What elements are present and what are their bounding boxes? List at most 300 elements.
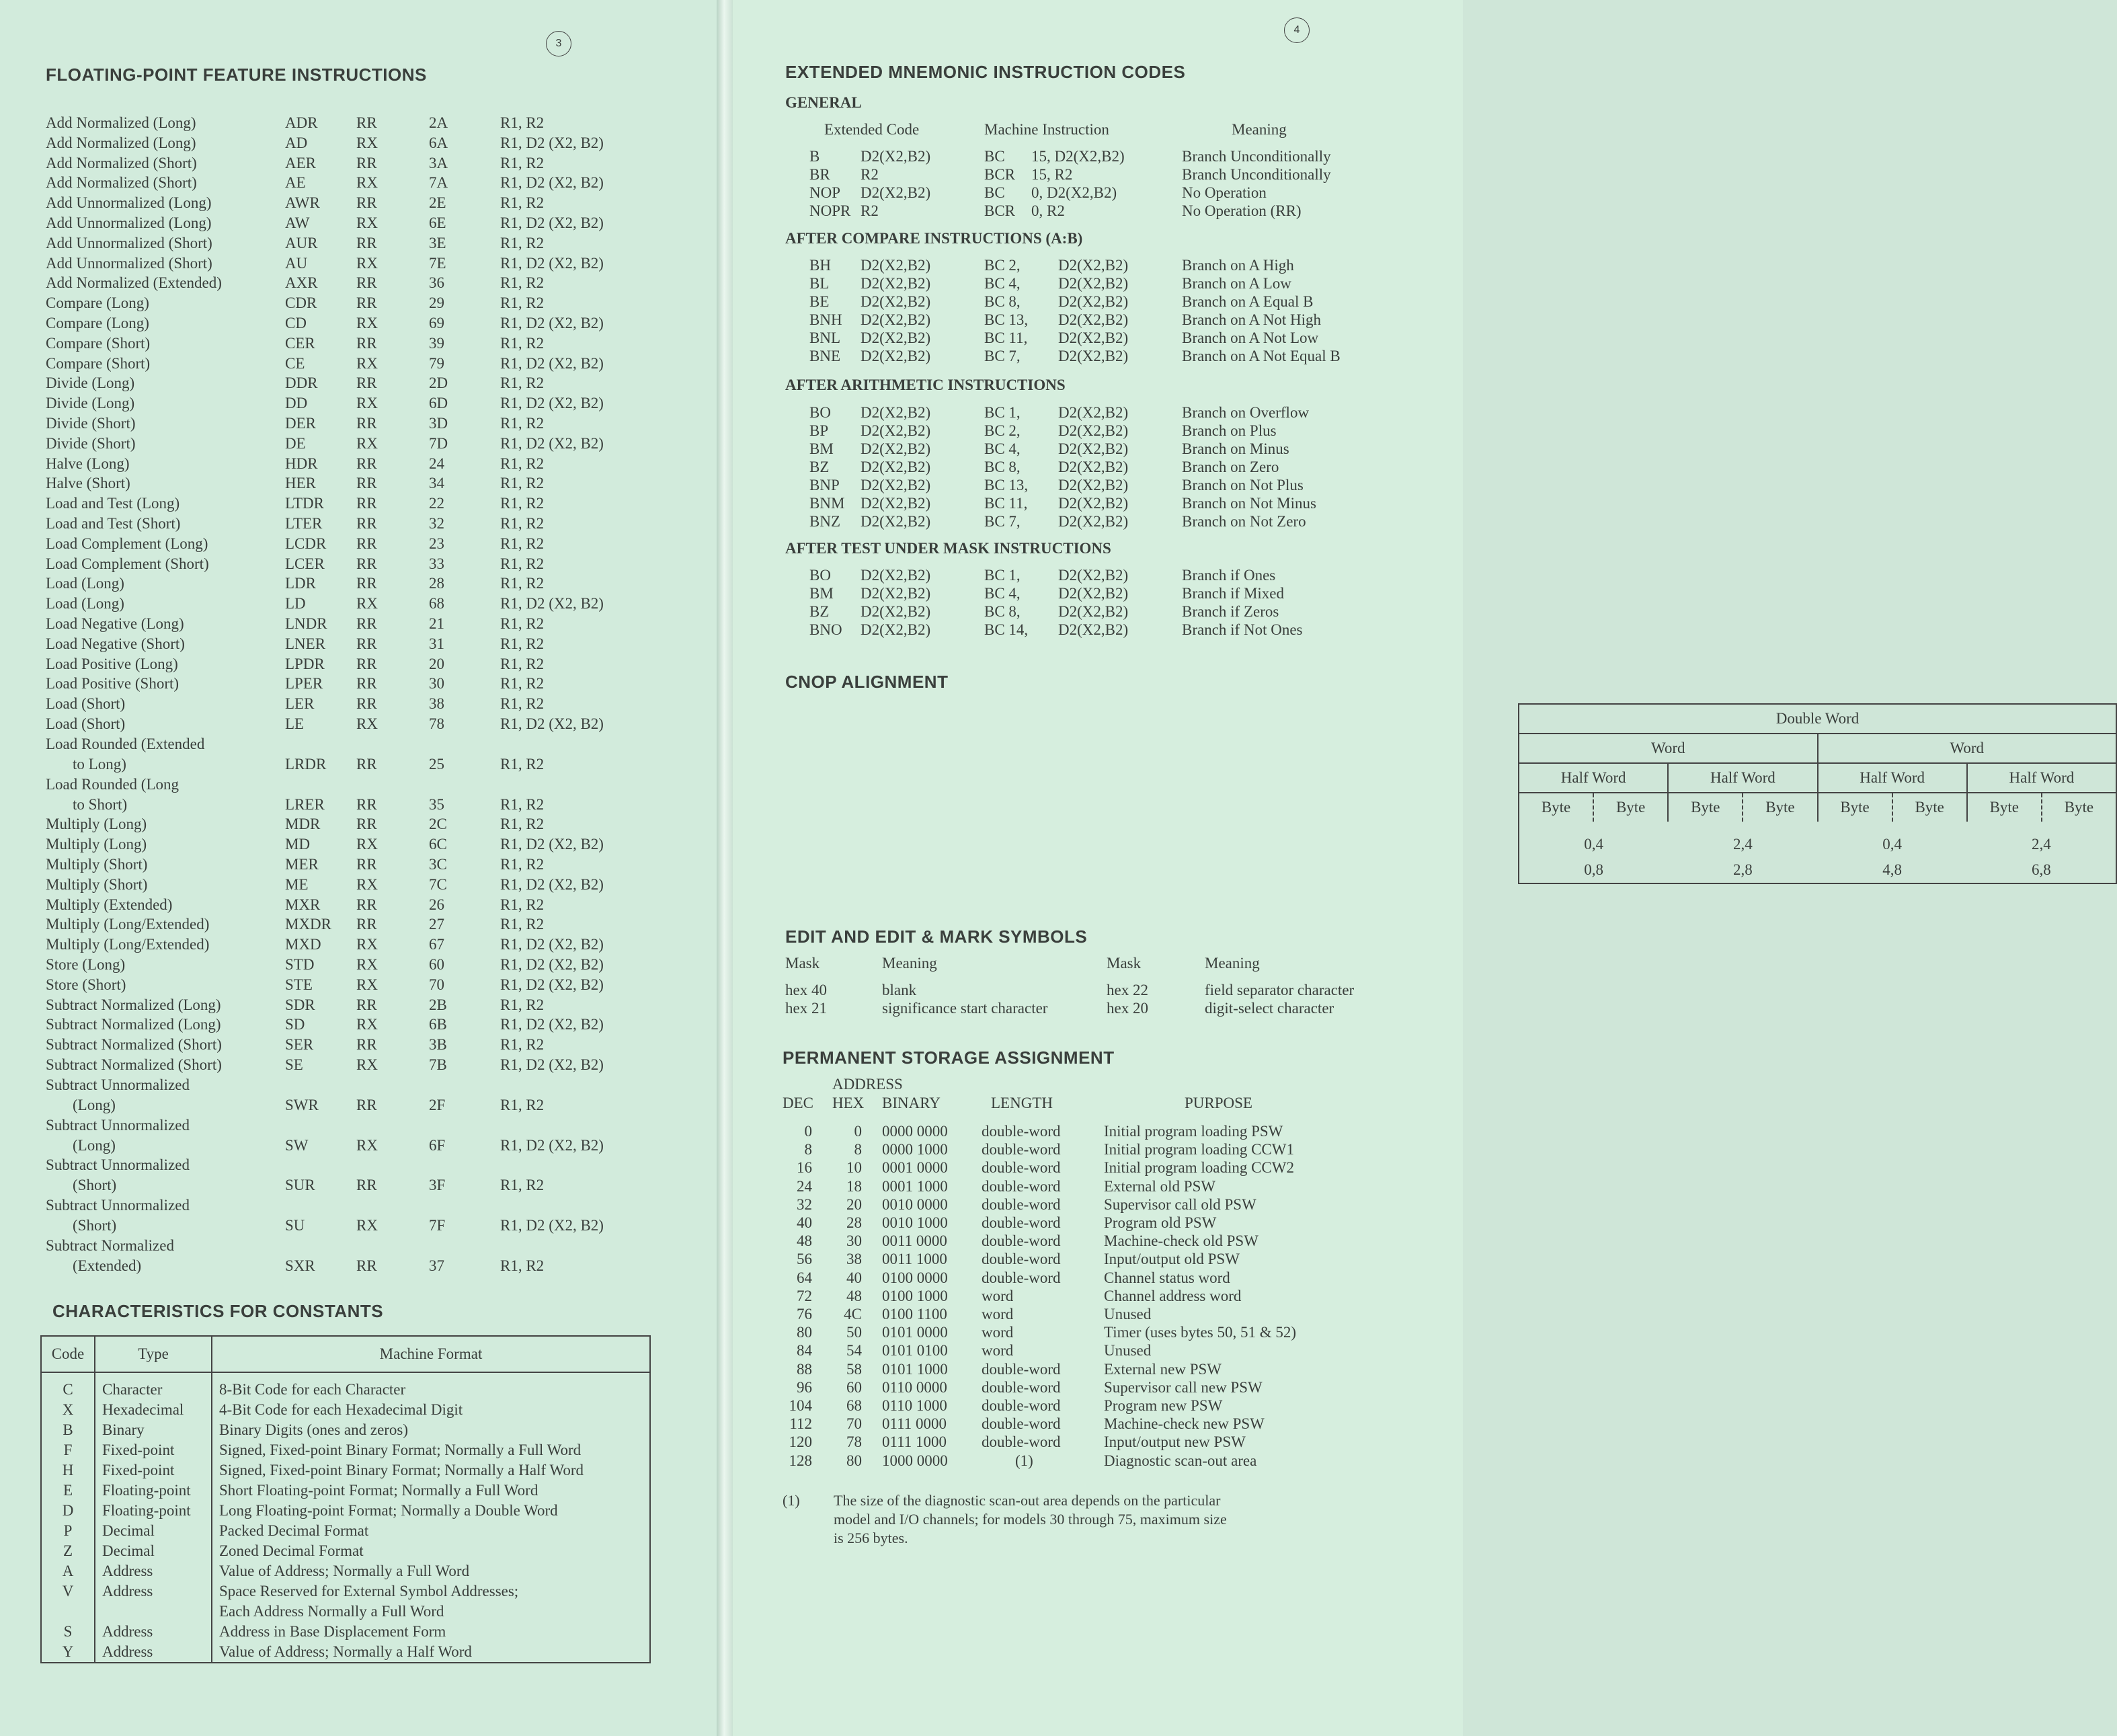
mnemonic: CER (285, 334, 315, 352)
cnop-row (1519, 734, 2116, 763)
branch-row (733, 293, 1463, 313)
operand: D2(X2,B2) (861, 513, 931, 530)
branch-row (733, 459, 1463, 479)
operands: R1, R2 (500, 1177, 545, 1194)
cell-machine-format: Short Floating-point Format; Normally a Full Word (212, 1481, 650, 1501)
operands: R1, R2 (500, 916, 545, 933)
machine-operand: D2(X2,B2) (1058, 603, 1129, 620)
meaning: Branch if Not Ones (1182, 621, 1303, 638)
operands: R1, R2 (500, 234, 545, 251)
op-code: 7B (429, 1056, 447, 1073)
cell-code: C (63, 1381, 73, 1398)
op-code: 6A (429, 134, 448, 151)
machine-operand: D2(X2,B2) (1058, 513, 1129, 530)
format: RR (356, 615, 377, 632)
machine-op: BC 14, (984, 621, 1029, 638)
purpose: Program new PSW (1104, 1397, 1223, 1414)
mnemonic: AW (285, 214, 310, 231)
op-code: 3C (429, 856, 447, 873)
meaning: field separator character (1205, 982, 1355, 998)
word-cell: Word (1519, 734, 1818, 763)
binary: 0101 0000 (882, 1324, 948, 1341)
meaning: Branch on Not Plus (1182, 477, 1304, 494)
format: RX (356, 315, 378, 331)
operands: R1, R2 (500, 1257, 545, 1274)
format: RX (356, 836, 378, 853)
purpose: Unused (1104, 1342, 1152, 1359)
psa-section-title: PERMANENT STORAGE ASSIGNMENT (783, 1048, 1115, 1068)
mnemonic: DER (285, 415, 316, 432)
purpose: Initial program loading CCW2 (1104, 1159, 1294, 1177)
mnemonic: AXR (285, 274, 318, 292)
operand: D2(X2,B2) (861, 422, 931, 439)
mnemonic: LRDR (285, 755, 327, 773)
format: RR (356, 154, 377, 171)
length: double-word (982, 1141, 1061, 1158)
storage-row (733, 1196, 1463, 1216)
op-code: 31 (429, 635, 444, 652)
machine-operand: D2(X2,B2) (1058, 621, 1129, 638)
operands: R1, R2 (500, 114, 545, 131)
operands: R1, R2 (500, 294, 545, 312)
header-meaning: Meaning (1232, 121, 1287, 138)
mnemonic: AU (285, 254, 308, 272)
compare-subtitle: AFTER COMPARE INSTRUCTIONS (A:B) (785, 230, 1083, 247)
format: RR (356, 1096, 377, 1113)
hex: 70 (846, 1415, 862, 1433)
machine-operand: D2(X2,B2) (1058, 348, 1129, 364)
fp-instruction-row (0, 675, 719, 695)
table-row (41, 1501, 650, 1521)
general-subtitle: GENERAL (785, 94, 862, 111)
storage-row (733, 1123, 1463, 1143)
operand: R2 (861, 202, 879, 219)
extended-code: BNH (809, 311, 842, 328)
fp-instruction-row (0, 515, 719, 535)
machine-op: BC 8, (984, 293, 1021, 310)
dec: 88 (797, 1360, 812, 1378)
fp-instruction-row (0, 335, 719, 355)
hex: 50 (846, 1324, 862, 1341)
hex: 28 (846, 1214, 862, 1231)
header-length: LENGTH (991, 1095, 1053, 1111)
table-row (41, 1561, 650, 1581)
instruction-name: Load and Test (Short) (46, 515, 181, 532)
length: double-word (982, 1177, 1061, 1195)
machine-operand: D2(X2,B2) (1058, 440, 1129, 457)
instruction-name: Load (Short) (46, 715, 126, 732)
operand: D2(X2,B2) (861, 293, 931, 310)
cell-machine-format: Space Reserved for External Symbol Addresses; (212, 1581, 650, 1602)
operands: R1, R2 (500, 695, 545, 713)
dec: 112 (789, 1415, 812, 1433)
fp-instruction-row (0, 916, 719, 936)
instruction-name: Subtract Unnormalized (46, 1197, 190, 1214)
binary: 0000 1000 (882, 1141, 948, 1158)
binary: 0101 0100 (882, 1342, 948, 1359)
table-row (41, 1400, 650, 1420)
binary: 0001 1000 (882, 1177, 948, 1195)
format: RR (356, 695, 377, 713)
format: RR (356, 816, 377, 833)
footnote-mark: (1) (783, 1492, 800, 1509)
branch-row (733, 348, 1463, 368)
constants-section-title: CHARACTERISTICS FOR CONSTANTS (52, 1301, 384, 1321)
cell-type: Address (95, 1581, 212, 1602)
meaning: No Operation (1182, 184, 1267, 201)
format: RX (356, 354, 378, 372)
fp-instruction-row (0, 976, 719, 996)
operands: R1, D2 (X2, B2) (500, 976, 604, 993)
mnemonic: LPDR (285, 655, 325, 672)
storage-row (733, 1306, 1463, 1326)
extended-code: BNO (809, 621, 842, 638)
mnemonic: DE (285, 434, 306, 452)
alignment-value: 0,8 (1584, 861, 1603, 878)
op-code: 25 (429, 755, 444, 773)
operands: R1, R2 (500, 1096, 545, 1113)
purpose: External new PSW (1104, 1360, 1222, 1378)
hex: 78 (846, 1433, 862, 1451)
byte-cell: Byte (1892, 793, 1967, 822)
fp-instruction-row (0, 455, 719, 475)
half-word-cell: Half Word (1818, 763, 1967, 793)
mnemonic: LCDR (285, 535, 327, 552)
op-code: 2D (429, 374, 448, 392)
binary: 0000 0000 (882, 1123, 948, 1140)
instruction-name: Store (Short) (46, 976, 126, 993)
mnemonic: LNER (285, 635, 326, 652)
operand: R2 (861, 166, 879, 183)
format: RX (356, 976, 378, 993)
hex: 80 (846, 1452, 862, 1469)
instruction-name: Add Unnormalized (Long) (46, 214, 212, 231)
operands: R1, D2 (X2, B2) (500, 174, 604, 192)
op-code: 29 (429, 294, 444, 312)
purpose: Supervisor call old PSW (1104, 1195, 1256, 1213)
instruction-name-continued: (Short) (73, 1217, 117, 1234)
double-word-cell: Double Word (1775, 710, 1860, 727)
table-row (41, 1420, 650, 1440)
op-code: 6D (429, 395, 448, 412)
op-code: 34 (429, 475, 444, 492)
cnop-table (1518, 703, 2117, 884)
dec: 56 (797, 1251, 812, 1268)
format: RX (356, 715, 378, 732)
operands: R1, D2 (X2, B2) (500, 956, 604, 973)
byte-cell: Byte (1743, 793, 1817, 822)
operand: D2(X2,B2) (861, 459, 931, 475)
storage-row (733, 1397, 1463, 1417)
op-code: 7A (429, 174, 448, 192)
branch-row (733, 495, 1463, 515)
instruction-name: Multiply (Long) (46, 836, 147, 853)
branch-row (733, 621, 1463, 641)
purpose: Machine-check old PSW (1104, 1232, 1259, 1250)
format: RR (356, 455, 377, 472)
header-binary: BINARY (882, 1095, 941, 1111)
machine-operand: D2(X2,B2) (1058, 422, 1129, 439)
extended-code: BR (809, 166, 830, 183)
extended-mnemonic-title: EXTENDED MNEMONIC INSTRUCTION CODES (785, 62, 1186, 82)
purpose: External old PSW (1104, 1177, 1216, 1195)
header-machine-instruction: Machine Instruction (984, 121, 1109, 138)
mnemonic: LER (285, 695, 315, 713)
cell-type (95, 1602, 212, 1622)
cnop-row (1519, 763, 2116, 793)
op-code: 32 (429, 515, 444, 532)
fp-instruction-row (0, 555, 719, 576)
purpose: Input/output old PSW (1104, 1251, 1240, 1268)
fp-instruction-row (0, 635, 719, 656)
format: RX (356, 595, 378, 613)
dec: 0 (804, 1123, 812, 1140)
half-word-cell: Half Word (1519, 763, 1668, 793)
op-code: 7C (429, 875, 447, 893)
machine-op: BC 2, (984, 422, 1021, 439)
fp-instruction-row (0, 775, 719, 816)
operand: D2(X2,B2) (861, 184, 931, 201)
mnemonic: SXR (285, 1257, 315, 1274)
op-code: 26 (429, 896, 444, 913)
format: RX (356, 956, 378, 973)
operands: R1, R2 (500, 575, 545, 592)
table-row (41, 1481, 650, 1501)
instruction-name: Divide (Short) (46, 434, 136, 452)
dec: 120 (789, 1433, 812, 1451)
format: RR (356, 194, 377, 212)
length: double-word (982, 1214, 1061, 1231)
format: RX (356, 1016, 378, 1033)
extended-code: BP (809, 422, 829, 439)
operands: R1, R2 (500, 615, 545, 632)
format: RR (356, 535, 377, 552)
operands: R1, D2 (X2, B2) (500, 1136, 604, 1154)
length: double-word (982, 1378, 1061, 1396)
hex: 0 (854, 1123, 862, 1140)
storage-row (733, 1178, 1463, 1198)
format: RX (356, 936, 378, 953)
fp-instruction-row (0, 896, 719, 916)
col-header-type: Type (95, 1336, 212, 1372)
dec: 80 (797, 1324, 812, 1341)
table-row (41, 1521, 650, 1541)
cell-code: E (63, 1482, 73, 1499)
page-number: 4 (1284, 17, 1310, 43)
op-code: 3F (429, 1177, 446, 1194)
instruction-name: Halve (Short) (46, 475, 130, 492)
instruction-name-continued: (Long) (73, 1096, 116, 1113)
header-dec: DEC (783, 1095, 813, 1111)
hex: 58 (846, 1360, 862, 1378)
meaning: Branch Unconditionally (1182, 148, 1331, 165)
alignment-value: 2,4 (1733, 836, 1753, 853)
cell-type: Binary (95, 1420, 212, 1440)
operands: R1, R2 (500, 755, 545, 773)
extended-code: BZ (809, 459, 830, 475)
operand: D2(X2,B2) (861, 404, 931, 421)
op-code: 22 (429, 495, 444, 512)
operands: R1, D2 (X2, B2) (500, 595, 604, 613)
fp-instruction-row (0, 715, 719, 736)
instruction-name: Load Rounded (Long (46, 775, 179, 793)
mnemonic: LNDR (285, 615, 327, 632)
instruction-name: Load (Short) (46, 695, 126, 713)
alignment-value: 2,8 (1733, 861, 1753, 878)
op-code: 2B (429, 996, 447, 1013)
instruction-name-continued: to Short) (73, 795, 128, 813)
operands: R1, R2 (500, 154, 545, 171)
hex: 8 (854, 1141, 862, 1158)
purpose: Input/output new PSW (1104, 1433, 1246, 1451)
format: RX (356, 174, 378, 192)
op-code: 3E (429, 234, 446, 251)
dec: 8 (804, 1141, 812, 1158)
binary: 0111 0000 (882, 1415, 947, 1433)
cell-machine-format: Long Floating-point Format; Normally a Double Word (212, 1501, 650, 1521)
fp-instruction-row (0, 134, 719, 155)
mnemonic: LD (285, 595, 306, 613)
cell-machine-format: 8-Bit Code for each Character (212, 1372, 650, 1400)
cell-type: Hexadecimal (95, 1400, 212, 1420)
dec: 128 (789, 1452, 812, 1469)
op-code: 6F (429, 1136, 446, 1154)
meaning: Branch on A Not Equal B (1182, 348, 1341, 364)
meaning: Branch on Zero (1182, 459, 1279, 475)
col-header-machine-format: Machine Format (212, 1336, 650, 1372)
operand: D2(X2,B2) (861, 329, 931, 346)
op-code: 78 (429, 715, 444, 732)
mnemonic: STD (285, 956, 315, 973)
machine-op: BC (984, 148, 1005, 165)
hex: 60 (846, 1378, 862, 1396)
operands: R1, R2 (500, 555, 545, 572)
fp-instruction-row (0, 1036, 719, 1056)
table-row (41, 1460, 650, 1481)
machine-operand: 15, R2 (1031, 166, 1073, 183)
machine-op: BC 8, (984, 459, 1021, 475)
binary: 0110 0000 (882, 1378, 947, 1396)
format: RX (356, 1136, 378, 1154)
instruction-name: Subtract Normalized (Long) (46, 1016, 221, 1033)
mnemonic: AD (285, 134, 308, 151)
fp-instruction-row (0, 174, 719, 194)
binary: 0011 0000 (882, 1232, 947, 1250)
mnemonic: LRER (285, 795, 325, 813)
length: double-word (982, 1159, 1061, 1177)
machine-operand: D2(X2,B2) (1058, 311, 1129, 328)
cnop-section-title: CNOP ALIGNMENT (785, 672, 949, 692)
op-code: 70 (429, 976, 444, 993)
extended-code: B (809, 148, 820, 165)
cell-type: Address (95, 1642, 212, 1663)
cell-type: Fixed-point (95, 1440, 212, 1460)
instruction-name: Multiply (Long/Extended) (46, 936, 210, 953)
format: RR (356, 755, 377, 773)
mnemonic: SER (285, 1036, 314, 1054)
storage-row (733, 1141, 1463, 1161)
cell-type: Character (95, 1372, 212, 1400)
operands: R1, D2 (X2, B2) (500, 875, 604, 893)
format: RR (356, 274, 377, 292)
cell-code: Z (63, 1542, 73, 1559)
alignment-value: 6,8 (2032, 861, 2051, 878)
instruction-name: Halve (Long) (46, 455, 130, 472)
extended-code: BH (809, 257, 831, 274)
instruction-name: Add Unnormalized (Long) (46, 194, 212, 212)
fp-instruction-row (0, 495, 719, 515)
storage-row (733, 1379, 1463, 1399)
extended-code: BO (809, 404, 831, 421)
operands: R1, D2 (X2, B2) (500, 354, 604, 372)
purpose: Diagnostic scan-out area (1104, 1452, 1257, 1469)
branch-row (733, 184, 1463, 204)
fp-instruction-row (0, 595, 719, 615)
storage-row (733, 1269, 1463, 1290)
branch-row (733, 404, 1463, 424)
machine-operand: D2(X2,B2) (1058, 585, 1129, 602)
cell-type: Address (95, 1622, 212, 1642)
instruction-name: Compare (Long) (46, 315, 149, 331)
instruction-name: Subtract Normalized (Short) (46, 1036, 222, 1054)
branch-row (733, 148, 1463, 168)
general-headers (733, 121, 1463, 141)
cell-type: Fixed-point (95, 1460, 212, 1481)
op-code: 24 (429, 455, 444, 472)
cnop-value-row (1519, 822, 2116, 857)
fp-instruction-row (0, 475, 719, 495)
format: RR (356, 334, 377, 352)
operand: D2(X2,B2) (861, 348, 931, 364)
format: RR (356, 856, 377, 873)
op-code: 30 (429, 675, 444, 693)
operand: D2(X2,B2) (861, 567, 931, 584)
machine-op: BC 11, (984, 329, 1028, 346)
mnemonic: MXDR (285, 916, 332, 933)
cell-type: Decimal (95, 1521, 212, 1541)
op-code: 69 (429, 315, 444, 331)
instruction-name: Compare (Short) (46, 354, 151, 372)
instruction-name: Load (Long) (46, 595, 124, 613)
mnemonic: SE (285, 1056, 303, 1073)
format: RX (356, 214, 378, 231)
table-row (41, 1602, 650, 1622)
fp-section-title: FLOATING-POINT FEATURE INSTRUCTIONS (46, 65, 427, 85)
instruction-name-continued: (Extended) (73, 1257, 142, 1274)
operands: R1, R2 (500, 415, 545, 432)
op-code: 79 (429, 354, 444, 372)
cell-code: P (63, 1522, 73, 1539)
format: RR (356, 294, 377, 312)
dec: 24 (797, 1177, 812, 1195)
branch-row (733, 440, 1463, 461)
instruction-name: Load Positive (Long) (46, 655, 178, 672)
hex: 54 (846, 1342, 862, 1359)
extended-code: BM (809, 440, 834, 457)
cell-code: B (63, 1421, 73, 1438)
format: RR (356, 114, 377, 131)
extended-code: BNL (809, 329, 840, 346)
fp-instruction-row (0, 235, 719, 255)
op-code: 2E (429, 194, 446, 212)
mnemonic: MD (285, 836, 311, 853)
fp-instruction-row (0, 695, 719, 715)
meaning: Branch on Not Minus (1182, 495, 1316, 512)
machine-operand: D2(X2,B2) (1058, 459, 1129, 475)
op-code: 2F (429, 1096, 446, 1113)
length: double-word (982, 1232, 1061, 1250)
mnemonic: LCER (285, 555, 325, 572)
